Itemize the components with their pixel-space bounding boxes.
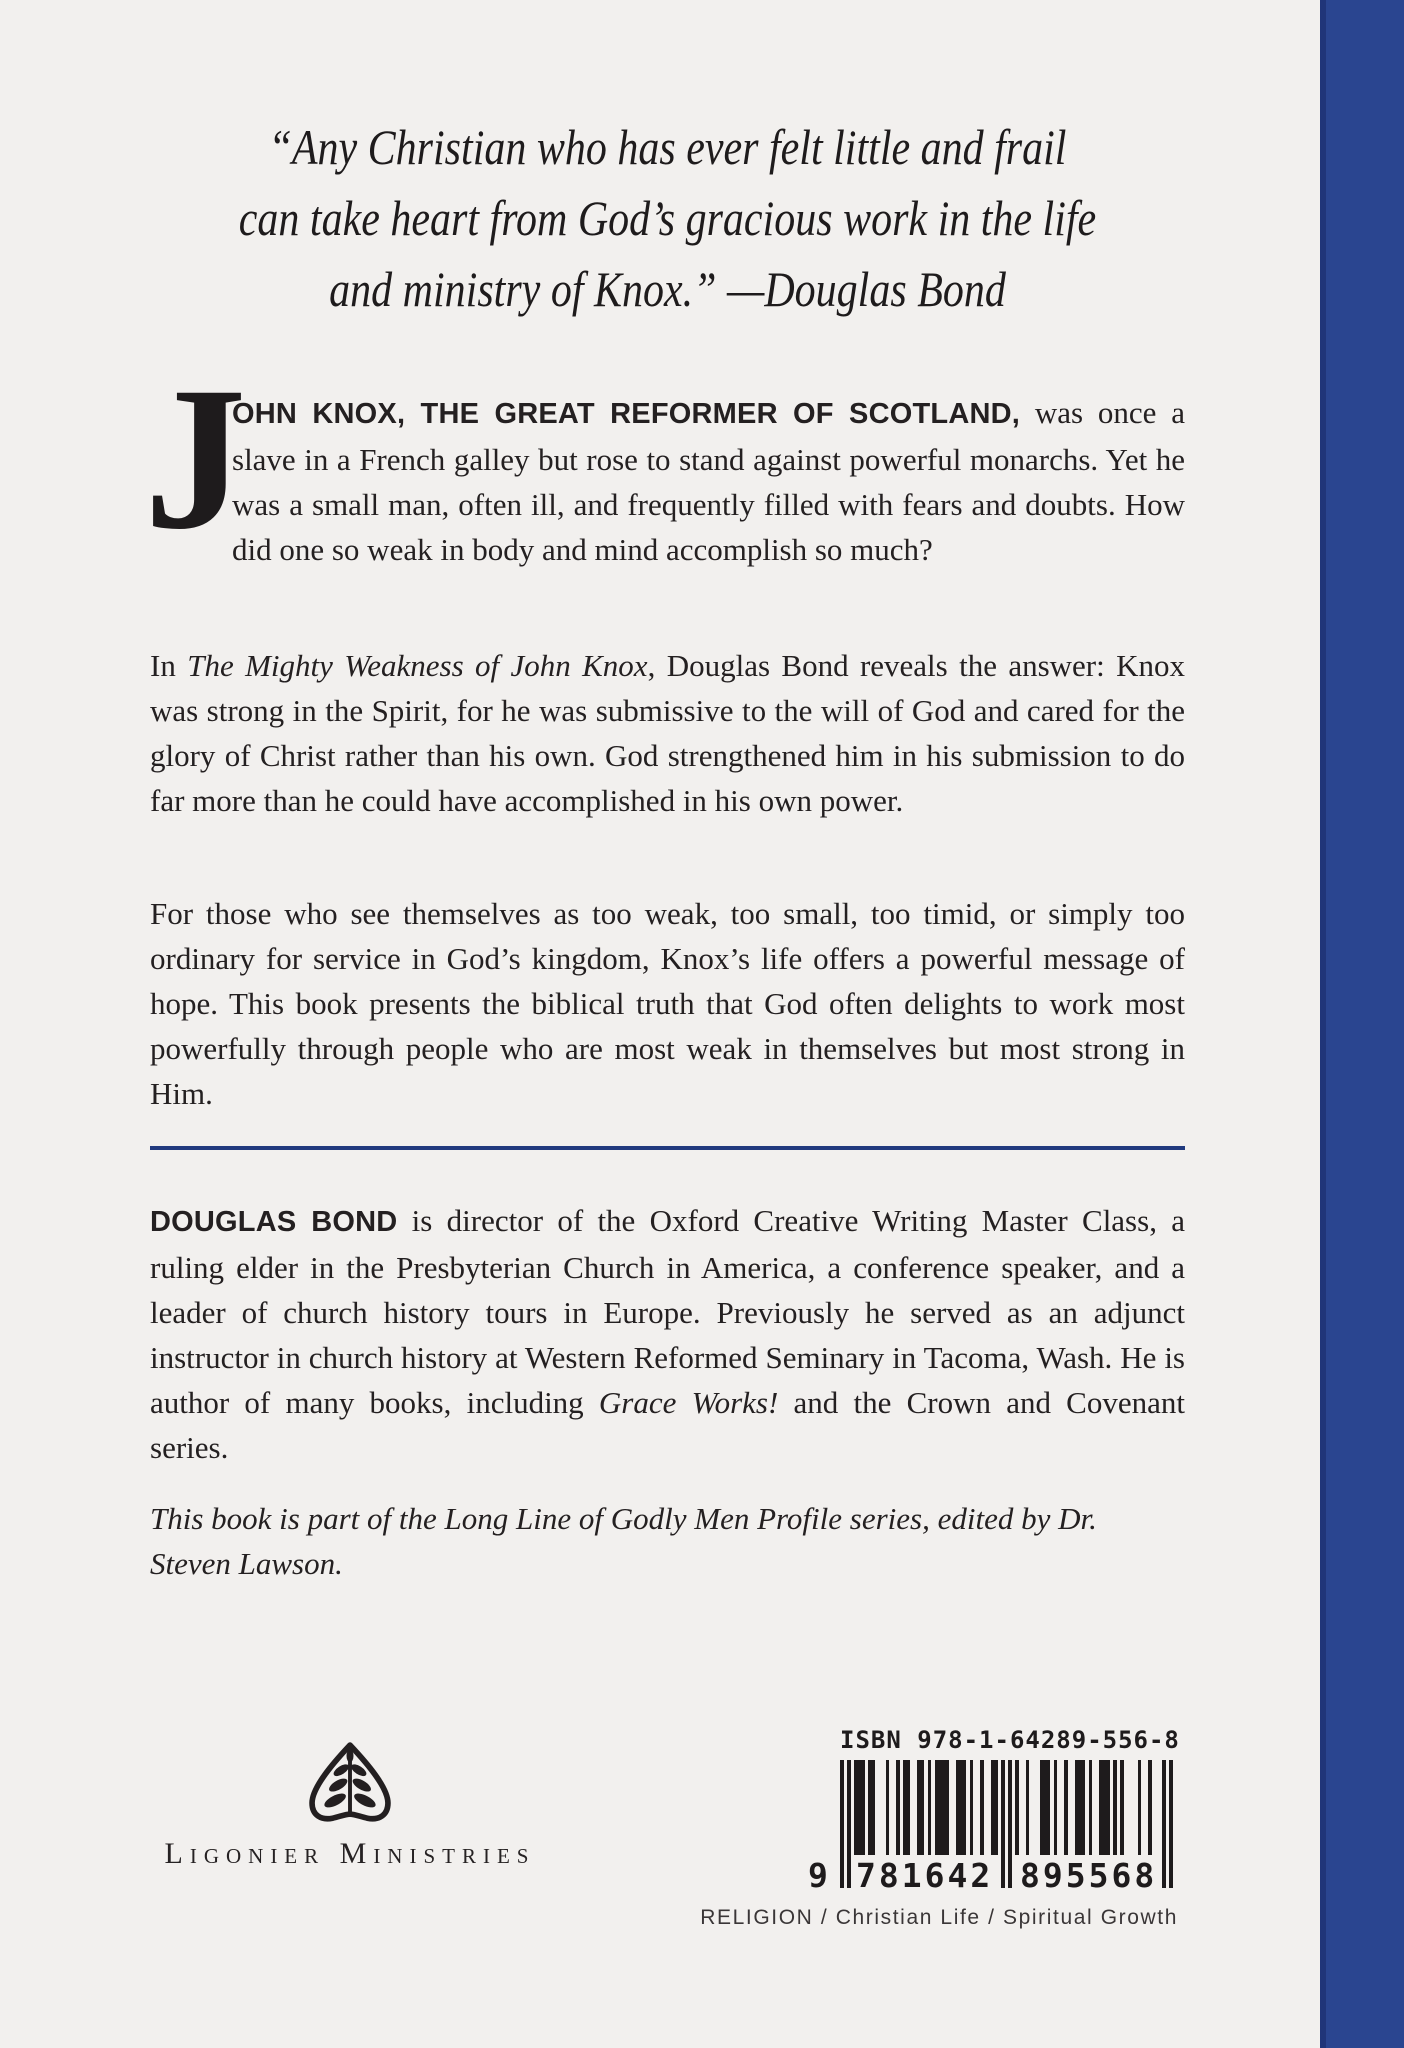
bio-italic-title: Grace Works!	[598, 1385, 779, 1420]
spine-stripe	[1320, 0, 1404, 2048]
divider-rule	[150, 1146, 1185, 1150]
message-paragraph: For those who see themselves as too weak, too small, too timid, or simply too ordinary for service in God’s kingdom, Knox’s life offers a powerful message of hope. This book presents the biblical truth that God often delights to work most powerfully through people who are most weak in themselves but most strong in Him.	[150, 896, 1185, 1111]
ean-digit-left: 9	[808, 1856, 831, 1895]
barcode-block	[640, 1726, 1180, 1930]
quote-line-3: and ministry of Knox.” —Douglas Bond	[329, 261, 1006, 317]
bio-body-2: and the Crown and Covenant series.	[150, 1385, 1185, 1465]
intro-section	[144, 345, 1185, 572]
answer-post: , Douglas Bond reveals the answer: Knox was strong in the Spirit, for he was submissive to the will of God and cared for the glory of Christ rather than his own. God strengthened him in his submission to do far more than he could have accomplished in his own power.	[150, 648, 1186, 818]
quote-line-1: “Any Christian who has ever felt little and frail	[268, 119, 1067, 175]
intro-lead-in: OHN KNOX, THE GREAT REFORMER OF SCOTLAND,	[232, 398, 1021, 430]
book-title-italic: The Mighty Weakness of John Knox	[187, 648, 648, 683]
ean-digit-group-1: 781642	[856, 1856, 994, 1895]
publisher-block	[150, 1742, 550, 1871]
series-note-section	[150, 1496, 1185, 1586]
subject-category: RELIGION / Christian Life / Spiritual Growth	[700, 1906, 1178, 1929]
quote-line-2: can take heart from God’s gracious work in the life	[238, 190, 1097, 246]
bio-body-1: is director of the Oxford Creative Writing Master Class, a ruling elder in the Presbyterian Church in America, a conference speaker, and a leader of church history tours in Europe. Previously he served as an adjunct instructor in church history at Western Reformed Seminary in Tacoma, Wash. He is author of many books, including	[150, 1203, 1185, 1420]
message-section	[150, 891, 1185, 1116]
bio-lead-in: DOUGLAS BOND	[150, 1206, 398, 1238]
drop-cap	[144, 345, 247, 572]
answer-section	[150, 643, 1185, 823]
drop-cap-letter: J	[144, 345, 247, 572]
answer-paragraph	[150, 643, 1185, 823]
series-note: This book is part of the Long Line of Godly Men Profile series, edited by Dr. Steven Lawson.	[150, 1501, 1097, 1581]
publisher-name: Ligonier Ministries	[164, 1837, 536, 1870]
ean-barcode	[808, 1760, 1173, 1895]
ean-digit-group-2: 895568	[1020, 1856, 1158, 1895]
author-bio-paragraph	[150, 1198, 1185, 1470]
ligonier-tree-icon	[298, 1742, 402, 1822]
author-bio-section	[150, 1198, 1185, 1470]
intro-paragraph	[150, 390, 1185, 572]
isbn-label: ISBN 978-1-64289-556-8	[840, 1726, 1180, 1754]
intro-body: was once a slave in a French galley but rose to stand against powerful monarchs. Yet he was a small man, often ill, and frequently filled with fears and doubts. How did one so weak in body and mind accomplish so much?	[232, 395, 1185, 567]
answer-pre: In	[150, 648, 188, 683]
endorsement-quote	[233, 112, 1102, 325]
